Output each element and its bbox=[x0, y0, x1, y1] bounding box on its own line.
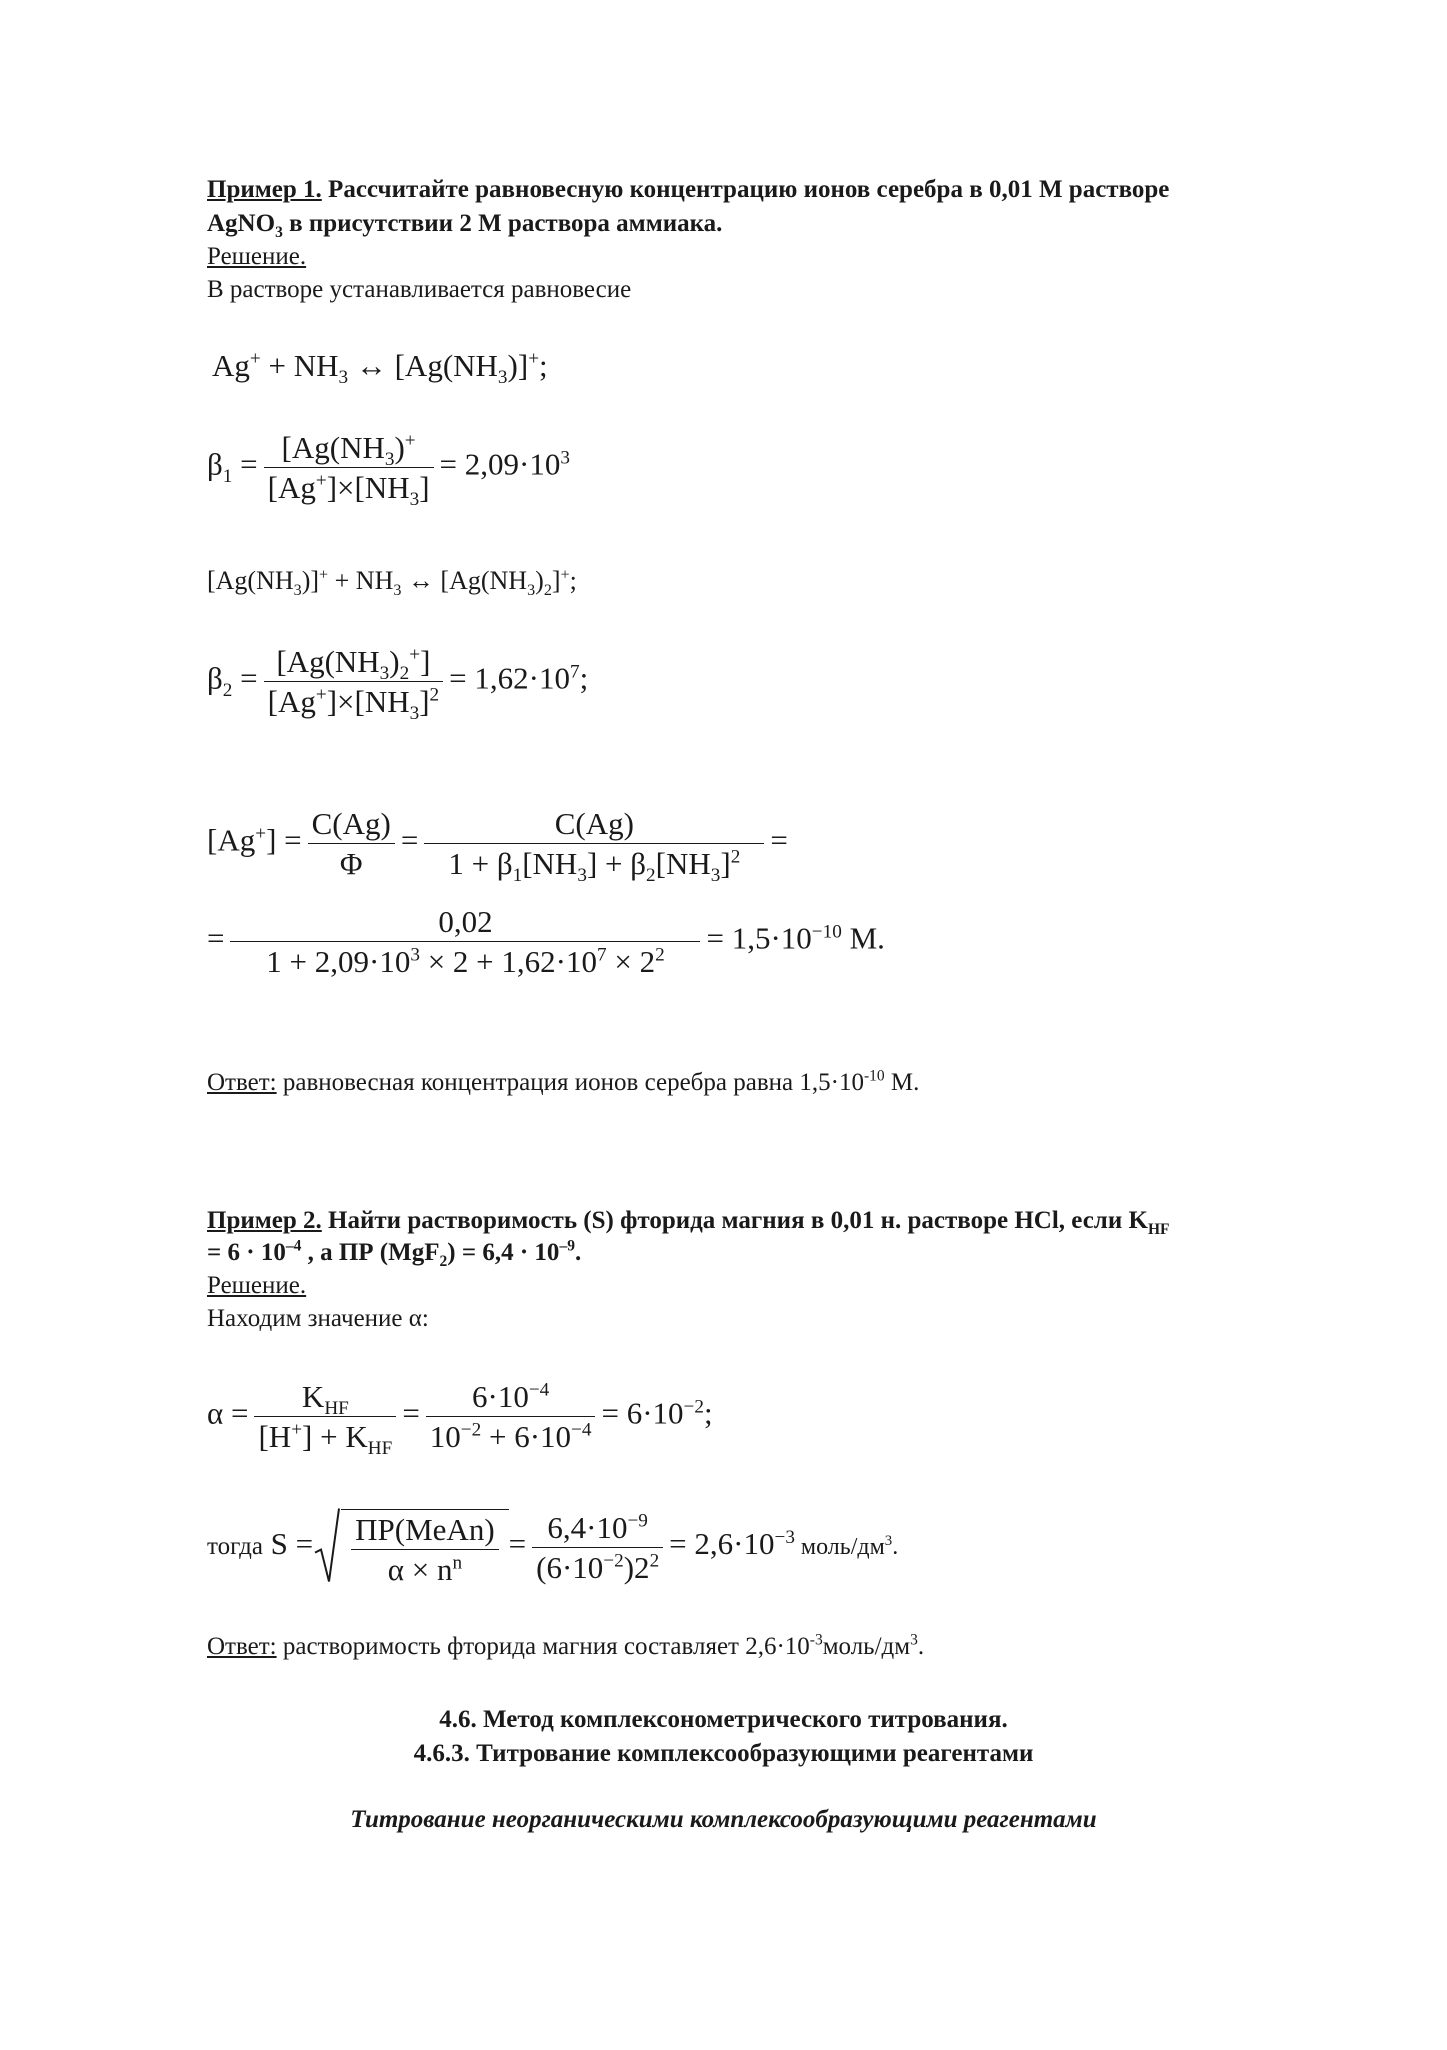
equation-2: $[Ag(NH_3)]^+ + NH_3$ ↔ $[Ag(NH_3)_2]^+$; bbox=[207, 566, 577, 600]
example2-k-value: = 6 · 10 bbox=[207, 1239, 286, 1266]
example1-label: Пример 1. bbox=[207, 176, 322, 203]
example2-label: Пример 2. bbox=[207, 1207, 322, 1234]
example1-intro: В растворе устанавливается равновесие bbox=[207, 276, 632, 303]
example1-answer bbox=[207, 1067, 919, 1099]
example2-answer bbox=[207, 1631, 924, 1663]
example2-pr-value: ) = 6,4 · 10 bbox=[447, 1239, 560, 1266]
example1-task-line1 bbox=[207, 174, 1169, 206]
example1-answer-label: Ответ: bbox=[207, 1069, 277, 1096]
example1-answer-unit: М. bbox=[884, 1069, 920, 1096]
example2-answer-exp: -3 bbox=[809, 1631, 823, 1649]
example1-task-line2 bbox=[207, 208, 722, 240]
example1-answer-exp: -10 bbox=[863, 1067, 885, 1085]
example2-pr-sub: 2 bbox=[439, 1253, 448, 1270]
sqrt-icon: $\frac{\text{ПР(MeAn)}}{\alpha \times n^n}$ bbox=[313, 1509, 509, 1585]
example2-task-line1 bbox=[207, 1205, 1169, 1237]
example2-task-sub: HF bbox=[1147, 1221, 1170, 1238]
section-heading-1: 4.6. Метод комплексонометрического титрования. bbox=[439, 1706, 1008, 1733]
equation-solubility: тогда S = $\frac{\text{ПР(MeAn)}}{\alpha \times n^n}$ = $\frac{6,4\cdot 10^{-9}}{(6\cdot 10^{-2})2^2}$ = $2,6\cdot 10^{-3}$ моль/$дм^3$. bbox=[207, 1509, 899, 1587]
example2-task-text: Найти растворимость (S) фторида магния в 0,01 н. растворе HCl, если K bbox=[321, 1207, 1148, 1234]
example1-task-rest: в присутствии 2 М раствора аммиака. bbox=[282, 210, 723, 237]
equation-beta1: $\beta_1$ = $\frac{[Ag(NH_3)^+}{[Ag^+]\times[NH_3]}$ = $2,09\cdot 10^3$ bbox=[207, 430, 570, 511]
example1-task-text: Рассчитайте равновесную концентрацию ионов серебра в 0,01 М растворе bbox=[321, 176, 1170, 203]
example2-pr-exp: –9 bbox=[559, 1237, 575, 1255]
example2-task-line2 bbox=[207, 1237, 581, 1269]
equation-1: $Ag^+ + NH_3$ ↔ $[Ag(NH_3)]^+$; bbox=[212, 348, 548, 389]
example1-answer-text: равновесная концентрация ионов серебра равна 1,5·10 bbox=[276, 1069, 864, 1096]
example2-pr-label: , а ПР (MgF bbox=[301, 1239, 440, 1266]
example1-solution-label: Решение. bbox=[207, 243, 307, 270]
example2-answer-unit-exp: 3 bbox=[910, 1631, 918, 1649]
equation-beta2: $\beta_2$ = $\frac{[Ag(NH_3)_2^+]}{[Ag^+]\times[NH_3]^2}$ = $1,62\cdot 10^7$; bbox=[207, 644, 589, 725]
equation-alpha: α = $\frac{K_{HF}}{[H^+] + K_{HF}}$ = $\frac{6\cdot 10^{-4}}{10^{-2} + 6\cdot 10^{-4}}$ = $6\cdot 10^{-2}$; bbox=[207, 1379, 713, 1460]
example2-intro: Находим значение α: bbox=[207, 1305, 429, 1332]
section-subheading: Титрование неорганическими комплексообразующими реагентами bbox=[350, 1806, 1097, 1833]
example2-solution-label: Решение. bbox=[207, 1272, 307, 1299]
example1-task-agno: AgNO bbox=[207, 210, 276, 237]
example2-k-exp: –4 bbox=[285, 1237, 302, 1255]
example2-answer-unit: моль/дм bbox=[822, 1633, 911, 1660]
example1-task-sub: 3 bbox=[275, 224, 283, 241]
example2-answer-text: растворимость фторида магния составляет 2,6·10 bbox=[276, 1633, 810, 1660]
example2-answer-label: Ответ: bbox=[207, 1633, 277, 1660]
example2-task-end: . bbox=[574, 1239, 582, 1266]
equation-ag-numeric: = $\frac{0,02}{1 + 2,09\cdot 10^3 \times 2 + 1,62\cdot 10^7 \times 2^2}$ = $1,5\cdot 10^{-10}$ М. bbox=[207, 904, 885, 979]
example2-then-word: тогда bbox=[207, 1533, 263, 1561]
section-heading-2: 4.6.3. Титрование комплексообразующими реагентами bbox=[413, 1740, 1034, 1767]
equation-ag-concentration: [Ag+] = $\frac{C(Ag)}{\Phi}$ = $\frac{C(Ag)}{1 + \beta_1[NH_3] + \beta_2[NH_3]^2}$ = bbox=[207, 806, 788, 887]
example2-answer-end: . bbox=[917, 1633, 925, 1660]
